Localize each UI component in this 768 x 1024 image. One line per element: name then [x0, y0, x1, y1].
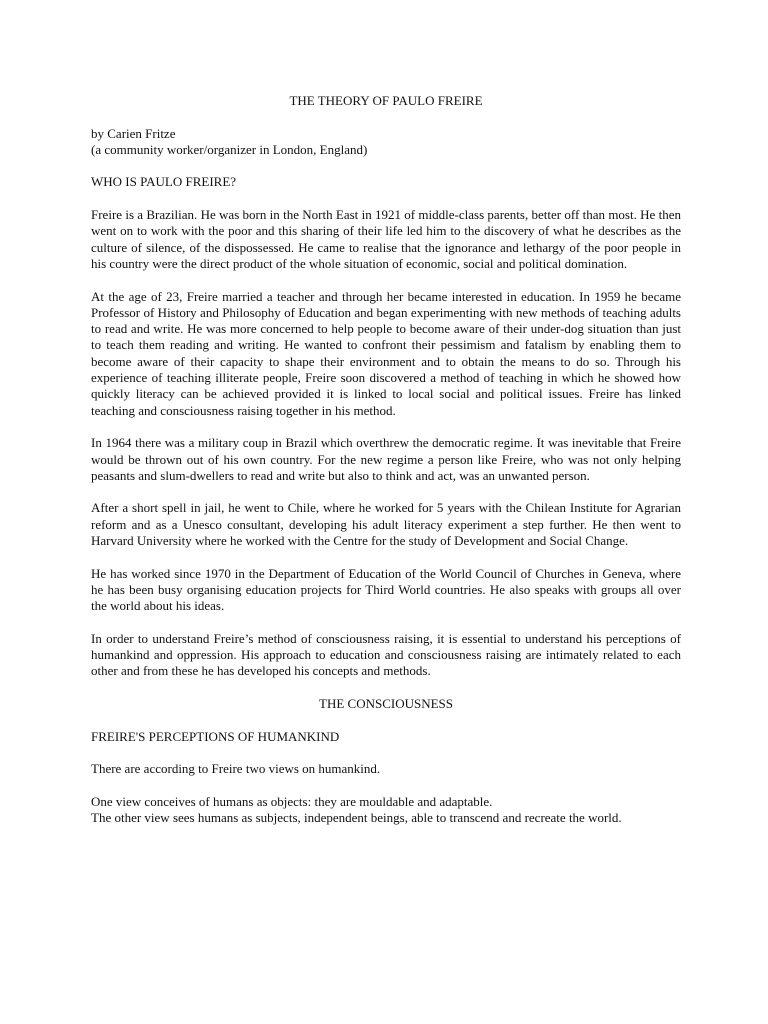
- document-title: THE THEORY OF PAULO FREIRE: [289, 93, 483, 108]
- document-page: [91, 93, 681, 843]
- paragraph: In 1964 there was a military coup in Brazil which overthrew the democratic regime. It was inevitable that Freire would be thrown out of his own country. For the new regime a person like Freire, who was not only helping peasants and slum-dwellers to read and write but also to think and act, was an unwanted person.: [91, 435, 681, 483]
- author-line: by Carien Fritze: [91, 125, 176, 141]
- section-heading-perceptions: FREIRE'S PERCEPTIONS OF HUMANKIND: [91, 728, 340, 744]
- section-heading-consciousness: THE CONSCIOUSNESS: [319, 695, 453, 711]
- paragraph: Freire is a Brazilian. He was born in the North East in 1921 of middle-class parents, better off than most. He then went on to work with the poor and this sharing of their life led him to the discovery of what he describes as the culture of silence, of the dispossessed. He came to realise that the ignorance and lethargy of the poor people in his country were the direct product of the whole situation of economic, social and political domination.: [91, 207, 681, 271]
- views-block: [91, 794, 681, 827]
- paragraph: At the age of 23, Freire married a teacher and through her became interested in education. In 1959 he became Professor of History and Philosophy of Education and began experimenting with new methods of teaching adults to read and write. He was more concerned to help people to become aware of their under-dog situation than just to teach them reading and writing. He wanted to confront their pessimism and fatalism by enabling them to become aware of their capacity to shape their environment and to obtain the means to do so. Through his experience of teaching illiterate people, Freire soon discovered a method of teaching in which he showed how quickly literacy can be achieved provided it is linked to local social and political issues. Freire has linked teaching and consciousness raising together in his method.: [91, 288, 681, 418]
- paragraph: He has worked since 1970 in the Department of Education of the World Council of Churches in Geneva, where he has been busy organising education projects for Third World countries. He also speaks with groups all over the world about his ideas.: [91, 565, 681, 614]
- paragraph: In order to understand Freire’s method of consciousness raising, it is essential to understand his perceptions of humankind and oppression. His approach to education and consciousness raising are intimately related to each other and from these he has developed his concepts and methods.: [91, 630, 681, 679]
- section-heading-who: WHO IS PAULO FREIRE?: [91, 174, 237, 190]
- author-block: [91, 126, 681, 159]
- view-two: The other view sees humans as subjects, independent beings, able to transcend and recreate the world.: [91, 810, 622, 826]
- paragraph-two-views: There are according to Freire two views on humankind.: [91, 761, 381, 777]
- paragraph: After a short spell in jail, he went to Chile, where he worked for 5 years with the Chilean Institute for Agrarian reform and as a Unesco consultant, developing his adult literacy experiment a step further. He then went to Harvard University where he worked with the Centre for the study of Development and Social Change.: [91, 500, 681, 549]
- author-note: (a community worker/organizer in London, England): [91, 141, 368, 157]
- view-one: One view conceives of humans as objects: they are mouldable and adaptable.: [91, 793, 493, 809]
